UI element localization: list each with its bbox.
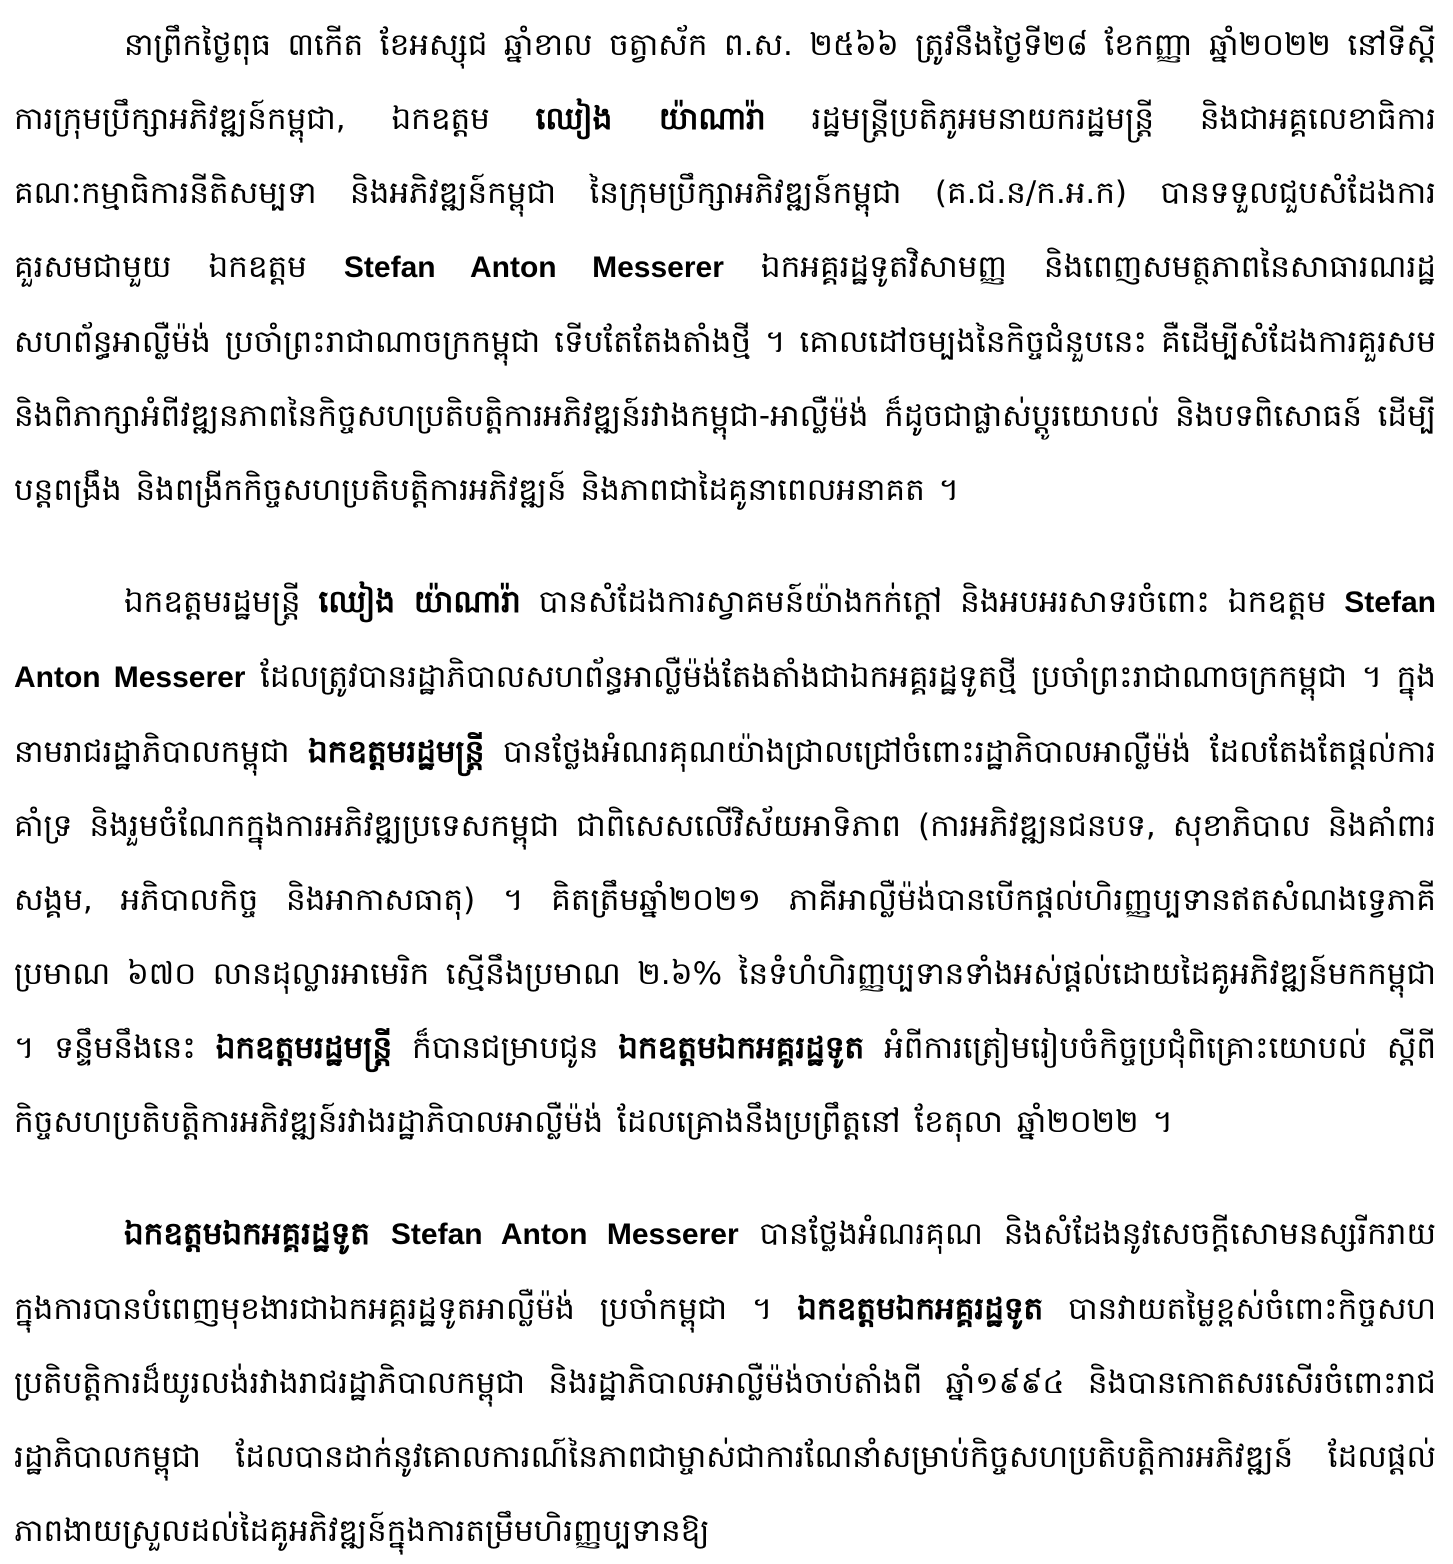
text-run: រដ្ឋមន្ត្រីប្រតិភូអមនាយករដ្ឋមន្ត្រី និងជាអគ្គលេខាធិការគណៈកម្មាធិការនីតិសម្បទា និងអភិវឌ្ឍន៍កម្ពុជា នៃក្រុមប្រឹក្សាអភិវឌ្ឍន៍កម្ពុជា (គ.ជ.ន/ក.អ.ក) បានទទួលជួបសំដែងការគួរសមជាមួយ ឯកឧត្តម (14, 101, 1436, 285)
bold-text-run: ឈៀង យ៉ាណារ៉ា (535, 101, 766, 137)
text-run: ឯកអគ្គរដ្ឋទូតវិសាមញ្ញ និងពេញសមត្ថភាពនៃសាធារណរដ្ឋសហព័ន្ធអាល្លឺម៉ង់ ប្រចាំព្រះរាជាណាចក្រកម្ពុជា ទើបតែតែងតាំងថ្មី ។ គោលដៅចម្បងនៃកិច្ចជំនួបនេះ គឺដើម្បីសំដែងការគួរសម និងពិភាក្សាអំពីវឌ្ឍនភាពនៃកិច្ចសហប្រតិបត្តិការអភិវឌ្ឍន៍រវាងកម្ពុជា-អាល្លឺម៉ង់ ក៏ដូចជាផ្លាស់ប្តូរយោបល់ និងបទពិសោធន៍ ដើម្បីបន្តពង្រឹង និងពង្រីកកិច្ចសហប្រតិបត្តិការអភិវឌ្ឍន៍ និងភាពជាដៃគូនាពេលអនាគត ។ (14, 249, 1436, 508)
text-run: អំពីការត្រៀមរៀបចំកិច្ចប្រជុំពិគ្រោះយោបល់ ស្តីពីកិច្ចសហប្រតិបត្តិការអភិវឌ្ឍន៍រវាងរដ្ឋាភិបាលអាល្លឺម៉ង់ ដែលគ្រោងនឹងប្រព្រឹត្តនៅ ខែតុលា ឆ្នាំ២០២២ ។ (14, 1030, 1436, 1140)
bold-text-run: ឯកឧត្តមរដ្ឋមន្ត្រី (307, 734, 485, 770)
text-run: បានថ្លែងអំណរគុណ និងសំដែងនូវសេចក្តីសោមនស្សរីករាយក្នុងការបានបំពេញមុខងារជាឯកអគ្គរដ្ឋទូតអាល្លឺម៉ង់ ប្រចាំកម្ពុជា ។ (14, 1216, 1436, 1327)
bold-text-run: ឯកឧត្តមឯកអគ្គរដ្ឋទូត (618, 1030, 865, 1066)
text-run: បានវាយតម្លៃខ្ពស់ចំពោះកិច្ចសហប្រតិបត្តិការដ៏យូរលង់រវាងរាជរដ្ឋាភិបាលកម្ពុជា និងរដ្ឋាភិបាលអាល្លឺម៉ង់ចាប់តាំងពី ឆ្នាំ១៩៩៤ និងបានកោតសរសើរចំពោះរាជរដ្ឋាភិបាលកម្ពុជា ដែលបានដាក់នូវគោលការណ៍នៃភាពជាម្ចាស់ជាការណែនាំសម្រាប់កិច្ចសហប្រតិបត្តិការអភិវឌ្ឍន៍ ដែលផ្តល់ភាពងាយស្រួលដល់ដៃគូអភិវឌ្ឍន៍ក្នុងការតម្រឹមហិរញ្ញប្បទានឱ្យ (14, 1291, 1436, 1549)
bold-text-run: ឈៀង យ៉ាណារ៉ា (318, 584, 521, 620)
text-run (370, 1216, 391, 1252)
bold-text-run: ឯកឧត្តមរដ្ឋមន្ត្រី (215, 1030, 393, 1066)
paragraph (14, 8, 1436, 527)
text-run: បានសំដែងការស្វាគមន៍យ៉ាងកក់ក្តៅ និងអបអរសាទរចំពោះ ឯកឧត្តម (520, 584, 1345, 620)
bold-text-run: ឯកឧត្តមឯកអគ្គរដ្ឋទូត (124, 1216, 370, 1252)
bold-text-run: ឯកឧត្តមឯកអគ្គរដ្ឋទូត (797, 1291, 1044, 1327)
text-run: ក៏បានជម្រាបជូន (392, 1030, 619, 1066)
text-run: បានថ្លែងអំណរគុណយ៉ាងជ្រាលជ្រៅចំពោះរដ្ឋាភិបាលអាល្លឺម៉ង់ ដែលតែងតែផ្តល់ការគាំទ្រ និងរួមចំណែកក្នុងការអភិវឌ្ឍប្រទេសកម្ពុជា ជាពិសេសលើវិស័យអាទិភាព (ការអភិវឌ្ឍនជនបទ, សុខាភិបាល និងគាំពារសង្គម, អភិបាលកិច្ច និងអាកាសធាតុ) ។ គិតត្រឹមឆ្នាំ២០២១ ភាគីអាល្លឺម៉ង់បានបើកផ្តល់ហិរញ្ញប្បទានឥតសំណងទ្វេភាគី ប្រមាណ ៦៧០ លានដុល្លារអាមេរិក ស្មើនឹងប្រមាណ ២.៦% នៃទំហំហិរញ្ញប្បទានទាំងអស់ផ្តល់ដោយដៃគូអភិវឌ្ឍន៍មកកម្ពុជា ។ ទន្ទឹមនឹងនេះ (14, 734, 1436, 1066)
paragraph (14, 565, 1436, 1159)
name-text-run: Stefan Anton Messerer (14, 586, 1436, 694)
text-run: ដែលត្រូវបានរដ្ឋាភិបាលសហព័ន្ធអាល្លឺម៉ង់តែងតាំងជាឯកអគ្គរដ្ឋទូតថ្មី ប្រចាំព្រះរាជាណាចក្រកម្ពុជា ។ ក្នុងនាមរាជរដ្ឋាភិបាលកម្ពុជា (14, 659, 1436, 770)
paragraph (14, 1197, 1436, 1560)
text-run: ឯកឧត្តមរដ្ឋមន្ត្រី (124, 584, 319, 620)
text-run: នាព្រឹកថ្ងៃពុធ ៣កើត ខែអស្សុជ ឆ្នាំខាល ចត្វាស័ក ព.ស. ២៥៦៦ ត្រូវនឹងថ្ងៃទី២៨ ខែកញ្ញា ឆ្នាំ២០២២ នៅទីស្តីការក្រុមប្រឹក្សាអភិវឌ្ឍន៍កម្ពុជា, ឯកឧត្តម (14, 27, 1436, 137)
name-text-run: Stefan Anton Messerer (343, 251, 724, 284)
document-body (14, 8, 1436, 1560)
name-text-run: Stefan Anton Messerer (390, 1218, 739, 1251)
